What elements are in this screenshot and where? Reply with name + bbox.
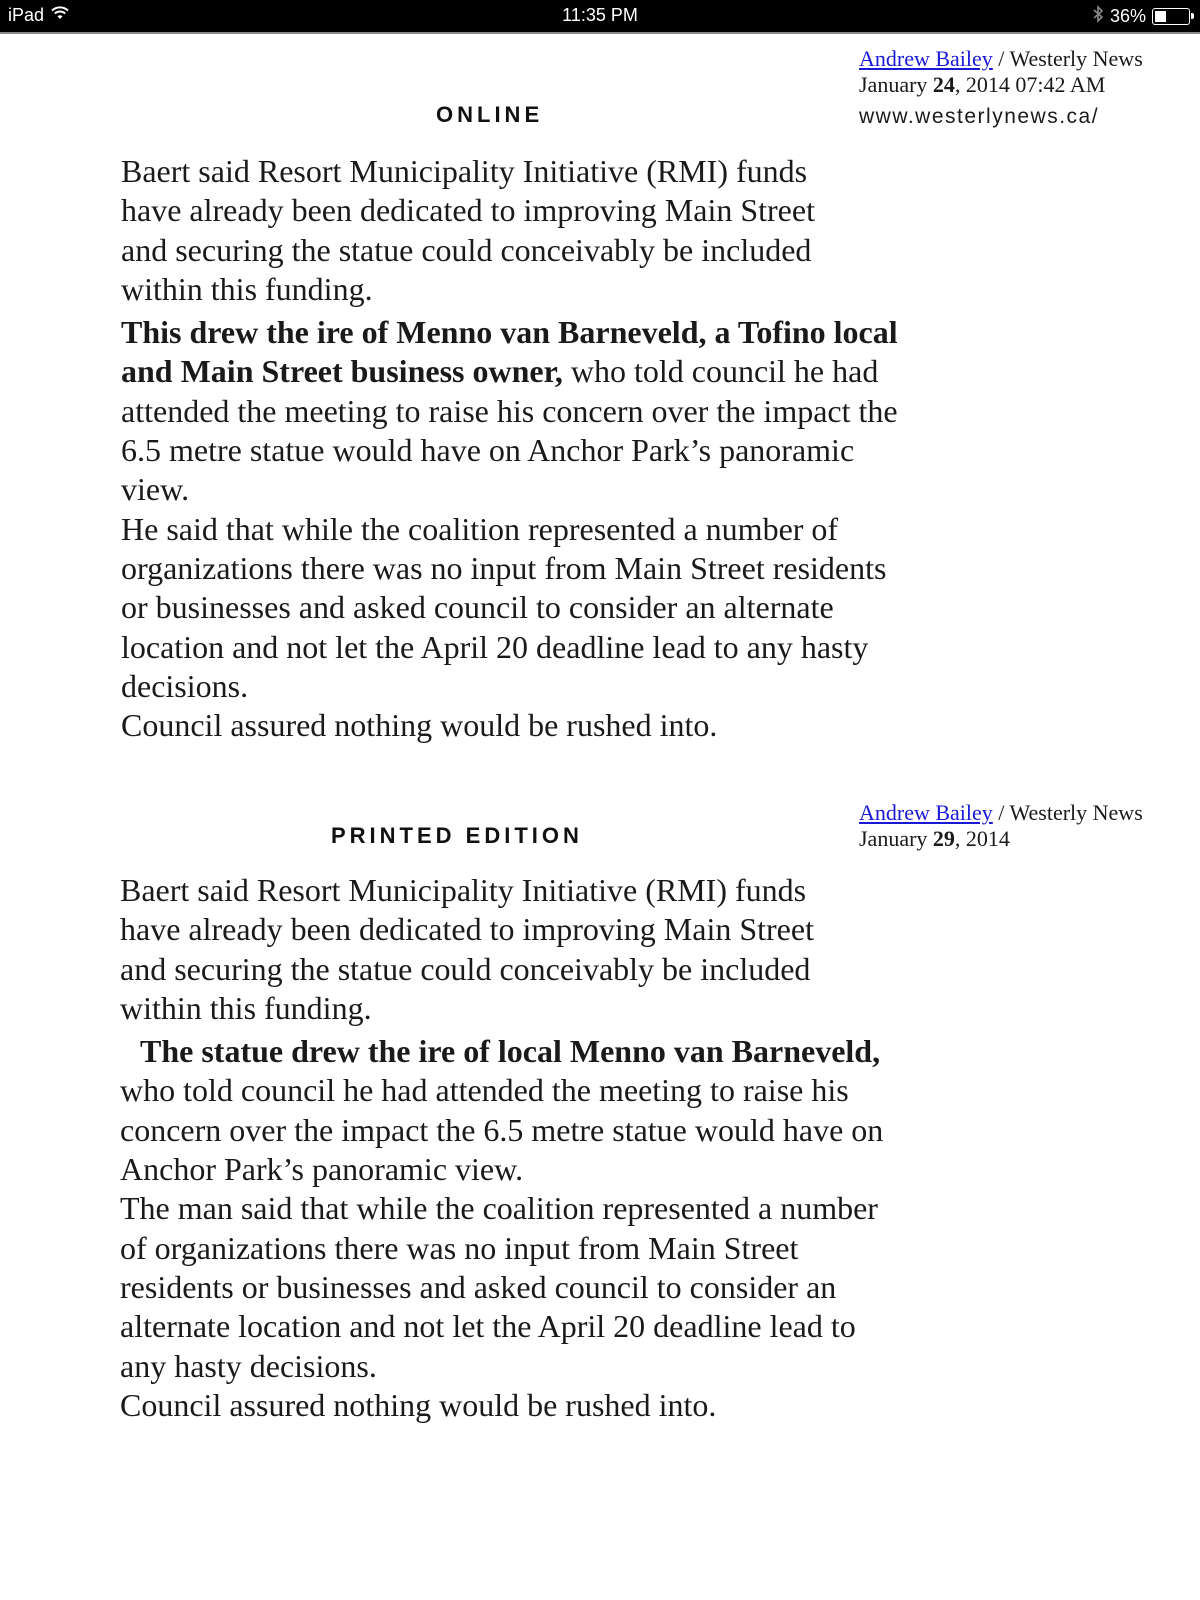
text-line: any hasty decisions. (120, 1347, 377, 1384)
bluetooth-icon (1092, 5, 1104, 28)
online-paragraph-1 (121, 152, 898, 309)
text-line: Anchor Park’s panoramic view. (120, 1151, 524, 1188)
printed-byline-date (859, 826, 1143, 852)
printed-paragraph-1 (120, 871, 883, 1028)
online-byline (859, 46, 1143, 130)
author-link[interactable]: Andrew Bailey (859, 46, 993, 71)
text-line: location and not let the April 20 deadline lead to any hasty (121, 628, 869, 665)
text-line: residents or businesses and asked council to consider an (120, 1268, 837, 1305)
text-line: of organizations there was no input from Main Street (120, 1229, 799, 1266)
text-line: The man said that while the coalition represented a number (120, 1190, 878, 1227)
date-suffix: , 2014 (954, 826, 1010, 851)
printed-byline-author-line (859, 800, 1143, 826)
text-line: view. (121, 471, 190, 508)
battery-fill (1155, 11, 1166, 22)
author-link[interactable]: Andrew Bailey (859, 800, 993, 825)
text-line: concern over the impact the 6.5 metre statue would have on (120, 1111, 884, 1148)
source-url: www.westerlynews.ca/ (859, 105, 1100, 128)
text-line: Baert said Resort Municipality Initiative (RMI) funds (120, 872, 807, 908)
status-bar (0, 0, 1200, 32)
text-line: or businesses and asked council to consider an alternate (121, 589, 834, 626)
status-bar-divider (0, 32, 1200, 34)
text-line: Baert said Resort Municipality Initiative (RMI) funds (121, 153, 808, 189)
publication-name: / Westerly News (992, 800, 1143, 825)
date-prefix: January (859, 72, 933, 97)
text-line: and securing the statue could conceivably be included (121, 231, 812, 268)
text-line: Council assured nothing would be rushed into. (120, 1386, 717, 1423)
text-line: within this funding. (120, 989, 372, 1026)
date-day: 24 (932, 72, 955, 97)
printed-byline (859, 800, 1143, 852)
device-label: iPad (8, 5, 45, 25)
online-byline-date (859, 72, 1143, 98)
printed-article (120, 871, 883, 1425)
printed-paragraph-2 (120, 1032, 883, 1425)
bold-text-line: and Main Street business owner, (121, 353, 563, 390)
text-line: organizations there was no input from Main Street residents (121, 549, 887, 586)
text-line: and securing the statue could conceivably be included (120, 950, 811, 987)
text-line: who told council he had (562, 353, 879, 390)
clock: 11:35 PM (562, 5, 638, 25)
text-line: 6.5 metre statue would have on Anchor Park’s panoramic (121, 432, 855, 469)
text-line: have already been dedicated to improving Main Street (120, 911, 814, 948)
online-heading: ONLINE (436, 102, 544, 127)
status-right (1092, 5, 1190, 28)
text-line: He said that while the coalition represented a number of (121, 510, 839, 547)
text-line: who told council he had attended the meeting to raise his (120, 1072, 849, 1109)
online-article (121, 152, 898, 745)
battery-icon (1152, 8, 1190, 25)
text-line: Council assured nothing would be rushed into. (121, 707, 718, 744)
text-line: within this funding. (121, 270, 373, 307)
text-line: alternate location and not let the April 20 deadline lead to (120, 1308, 856, 1345)
date-suffix: , 2014 07:42 AM (954, 72, 1106, 97)
text-line: decisions. (121, 667, 249, 704)
date-day: 29 (932, 826, 955, 851)
bold-text-line: The statue drew the ire of local Menno van Barneveld, (140, 1033, 881, 1070)
online-byline-author-line (859, 46, 1143, 72)
publication-name: / Westerly News (992, 46, 1143, 71)
text-line: have already been dedicated to improving Main Street (121, 192, 815, 229)
online-paragraph-2 (121, 313, 898, 745)
date-prefix: January (859, 826, 933, 851)
bold-text-line: This drew the ire of Menno van Barneveld, a Tofino local (121, 314, 898, 351)
text-line: attended the meeting to raise his concern over the impact the (121, 392, 898, 429)
printed-heading: PRINTED EDITION (331, 823, 583, 848)
battery-percent: 36% (1109, 6, 1146, 26)
